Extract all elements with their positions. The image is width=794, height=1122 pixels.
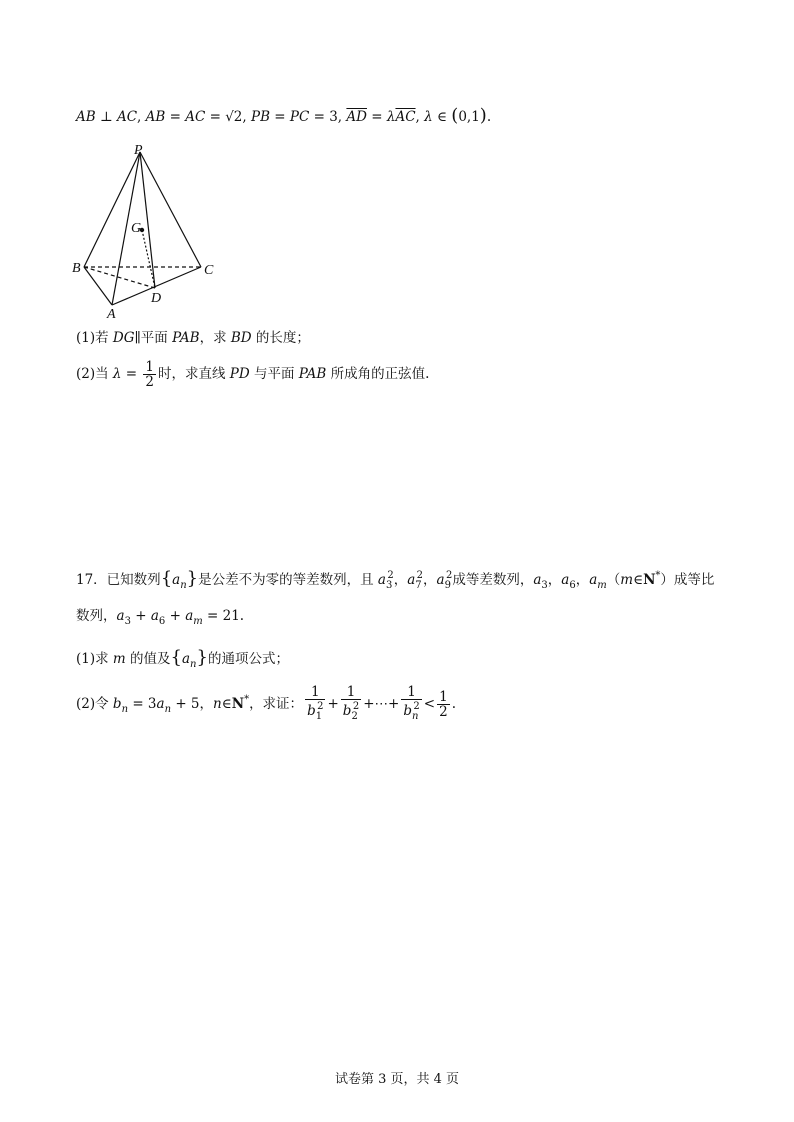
problem16-given-line: AB ⊥ AC, AB = AC = √2, PB = PC = 3, $\overline{AD} = \lambda\overline{AC}$, λ ∈ (0,1). bbox=[76, 105, 492, 126]
edge-PD bbox=[140, 152, 155, 288]
hidden-segment-BD bbox=[84, 267, 155, 288]
page-footer: 试卷第 3 页，共 4 页 bbox=[334, 1072, 460, 1087]
edge-PC bbox=[140, 152, 201, 267]
problem17-question2: (2)令 $b_n = 3a_n + 5$，n∈N*，求证： $\frac{1}{b_1^2}$ + $\frac{1}{b_2^2}$ +⋯+ $\frac{1}{b_n^2}$ < $\frac{1}{2}$ . bbox=[76, 684, 456, 722]
problem16-question1: (1)若 DG∥平面 PAB，求 BD 的长度； bbox=[76, 330, 310, 346]
label-P: P bbox=[134, 143, 143, 158]
label-C: C bbox=[204, 263, 214, 278]
edge-PB bbox=[84, 152, 140, 267]
label-B: B bbox=[72, 261, 81, 276]
label-G: G bbox=[131, 221, 142, 236]
problem17-statement-line2: 数列，$a_3 + a_6 + a_m = 21$. bbox=[76, 608, 245, 627]
problem17-question1: (1)求 m 的值及$\{a_n\}$的通项公式； bbox=[76, 647, 289, 670]
tetrahedron-figure bbox=[68, 140, 228, 320]
edge-BA bbox=[84, 267, 112, 305]
label-D: D bbox=[151, 291, 162, 306]
problem17-statement-line1: 17．已知数列$\{a_n\}$是公差不为零的等差数列，且 $a_3^2$，$a_7^2$，$a_9^2$成等差数列，$a_3$，$a_6$，$a_m(m\in N^*)$成等比 bbox=[76, 568, 715, 591]
problem16-question2: (2)当 λ = $\frac{1}{2}$ 时，求直线 PD 与平面 PAB 所成角的正弦值. bbox=[76, 359, 430, 390]
segment-GD bbox=[142, 230, 155, 288]
label-A: A bbox=[107, 307, 116, 320]
